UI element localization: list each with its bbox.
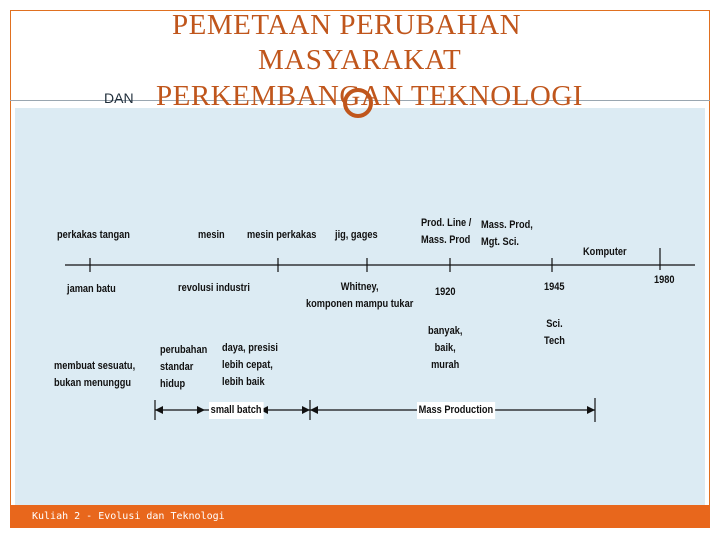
impact-label-perubahan-standar-hidup: perubahan standar hidup xyxy=(160,344,208,390)
event-label-revolusi-industri: revolusi industri xyxy=(178,282,250,294)
event-label-jaman-batu: jaman batu xyxy=(67,283,116,295)
slide-title-line-2: MASYARAKAT xyxy=(258,44,462,76)
impact-label-daya-presisi: daya, presisi lebih cepat, lebih baik xyxy=(222,342,278,388)
arrowhead-icon xyxy=(302,406,310,414)
slide-title-line-3: PERKEMBANGAN TEKNOLOGI xyxy=(156,80,583,112)
phase-label-mass-production: Mass Production xyxy=(417,402,495,419)
era-label-mesin-perkakas: mesin perkakas xyxy=(247,229,317,241)
phase-label-small-batch: small batch xyxy=(209,402,263,419)
slide-title-prefix: DAN xyxy=(104,90,134,106)
event-label-whitney: Whitney, komponen mampu tukar xyxy=(306,281,414,310)
era-label-prod-line: Prod. Line / Mass. Prod xyxy=(421,217,472,246)
arrowhead-icon xyxy=(155,406,163,414)
year-label-1980: 1980 xyxy=(654,274,675,286)
arrowhead-icon xyxy=(310,406,318,414)
slide-title-line-1: PEMETAAN PERUBAHAN xyxy=(172,9,522,41)
year-label-1945: 1945 xyxy=(544,281,565,293)
arrowhead-icon xyxy=(587,406,595,414)
era-label-jig-gages: jig, gages xyxy=(335,229,378,241)
era-label-komputer: Komputer xyxy=(583,246,627,258)
arrowhead-icon xyxy=(197,406,205,414)
era-label-perkakas-tangan: perkakas tangan xyxy=(57,229,130,241)
footer-text: Kuliah 2 - Evolusi dan Teknologi xyxy=(32,511,225,522)
era-label-mesin: mesin xyxy=(198,229,225,241)
impact-label-banyak-baik-murah: banyak, baik, murah xyxy=(428,325,463,371)
year-label-1920: 1920 xyxy=(435,286,456,298)
era-label-mass-prod-mgt-sci: Mass. Prod, Mgt. Sci. xyxy=(481,219,533,248)
impact-label-sci-tech: Sci. Tech xyxy=(544,318,565,347)
impact-label-membuat-sesuatu: membuat sesuatu, bukan menunggu xyxy=(54,360,136,389)
